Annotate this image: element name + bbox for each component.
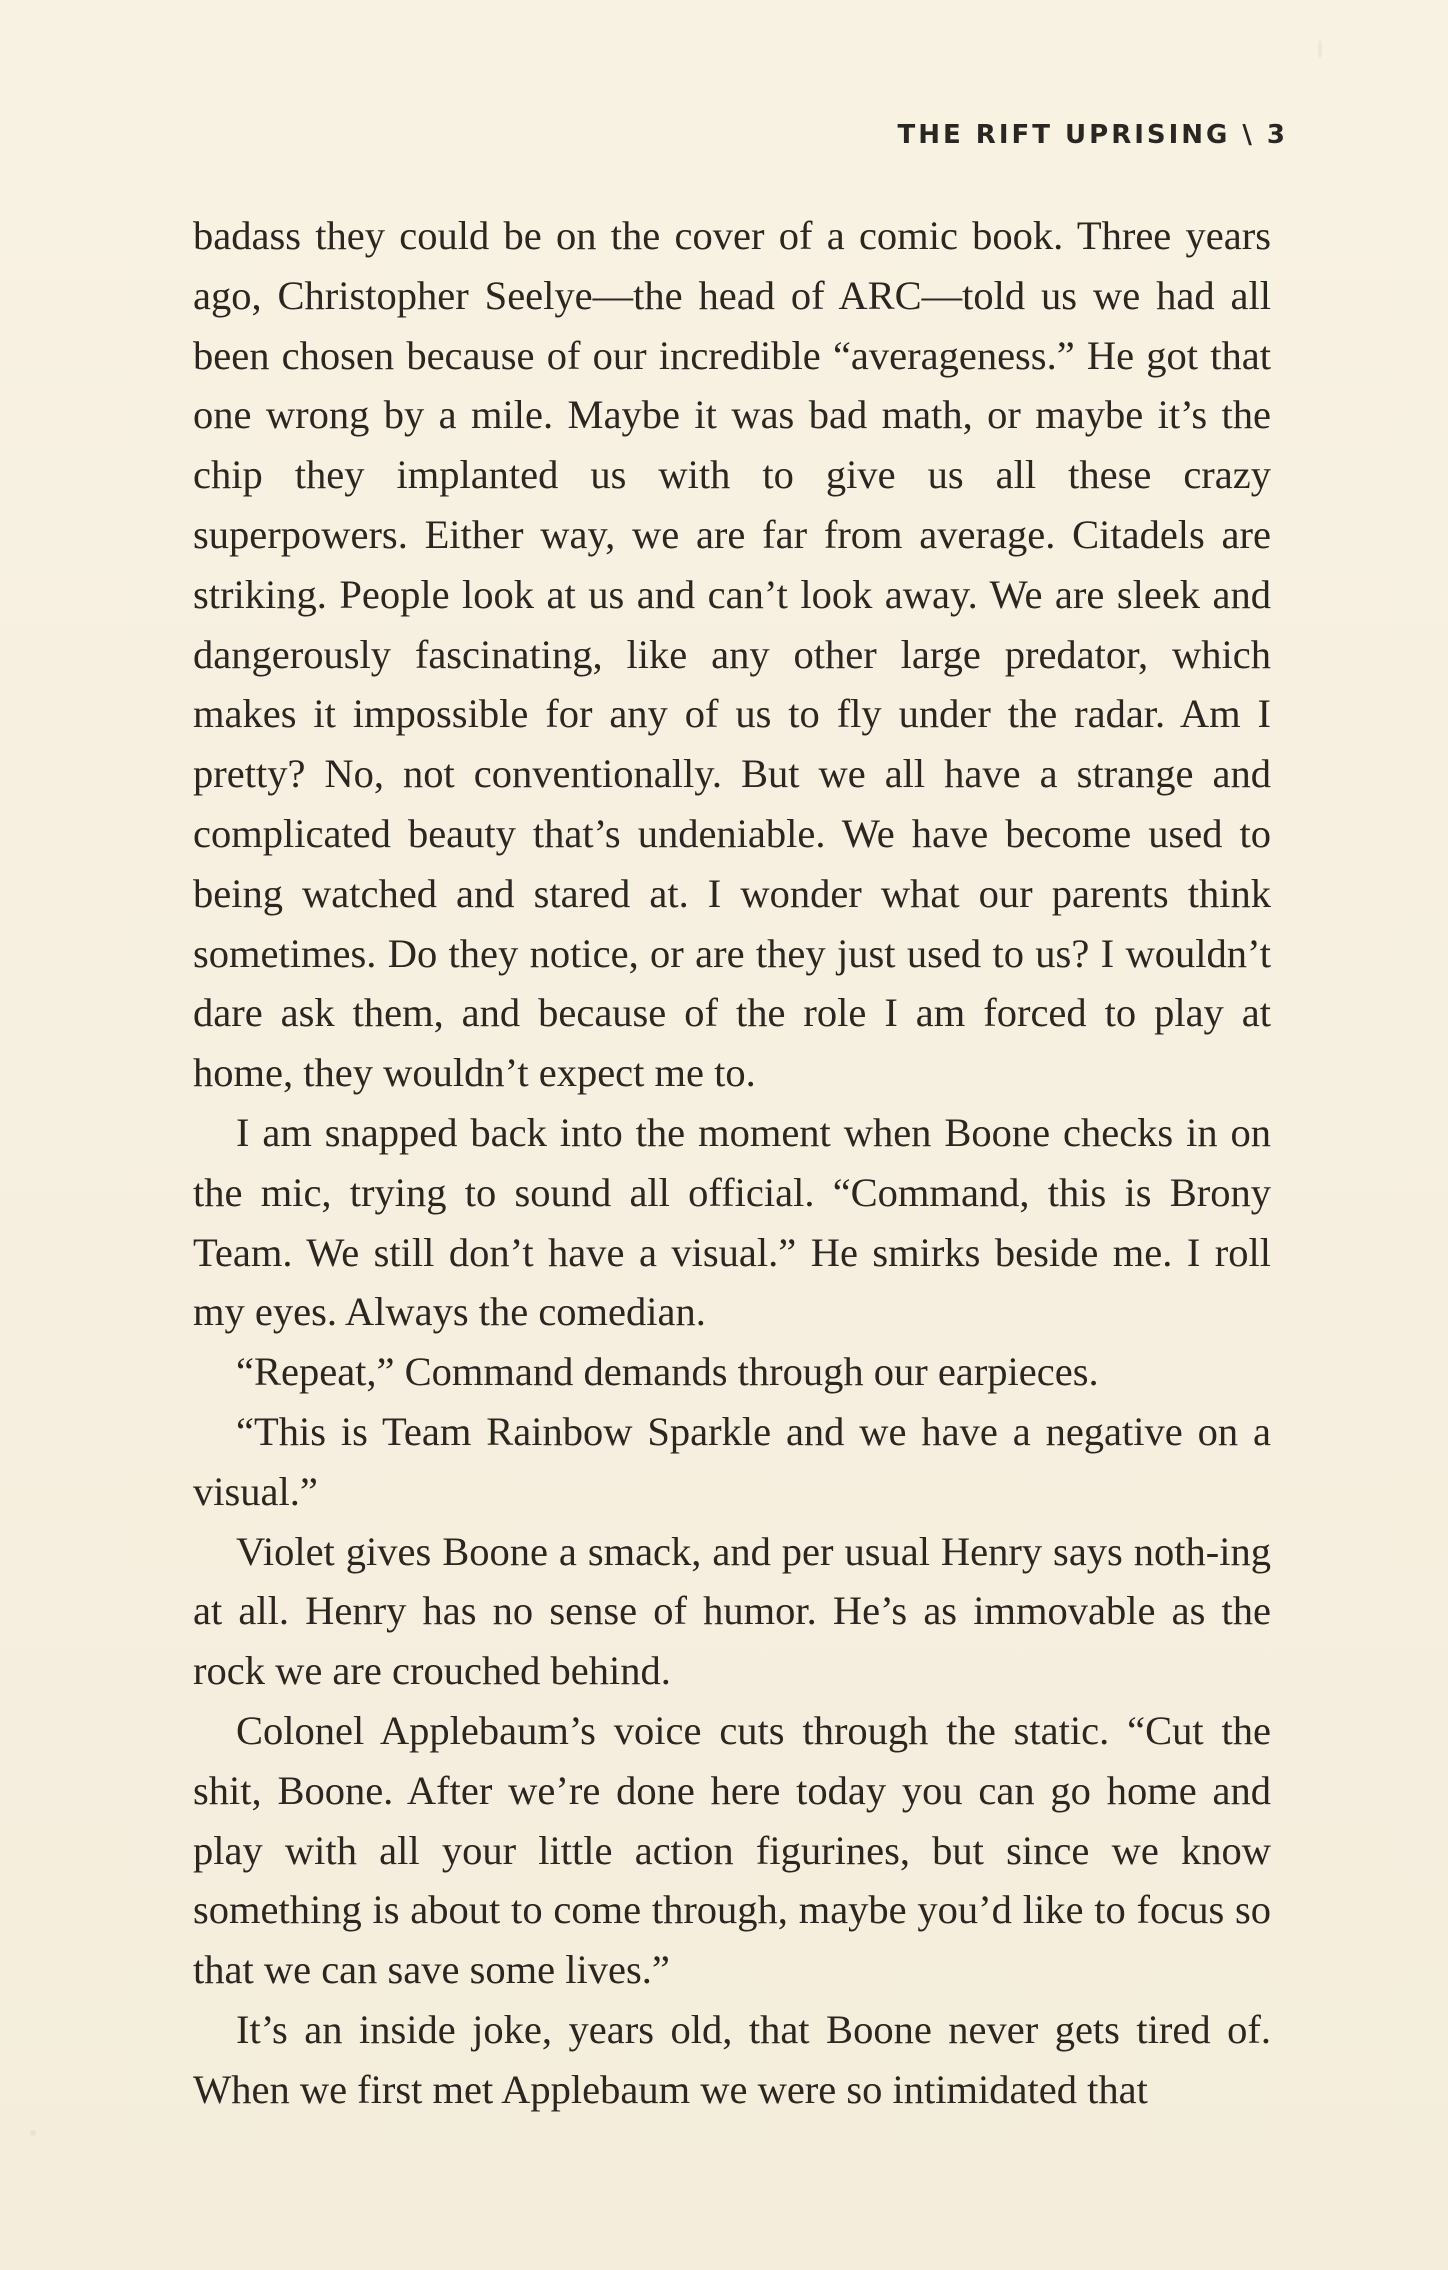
paragraph: I am snapped back into the moment when Boone checks in on the mic, trying to sound all official. “Command, this is Brony Team. We still don’t have a visual.” He smirks beside me. I roll my eyes. Always the comedian. (193, 1109, 1271, 1335)
paragraph: Colonel Applebaum’s voice cuts through the static. “Cut the shit, Boone. After we’re done here today you can go home and play with all your little action figurines, but since we know something is about to come through, maybe you’d like to focus so that we can save some lives.” (193, 1707, 1271, 1993)
header-separator: \ (1242, 120, 1255, 150)
page-number: 3 (1266, 120, 1288, 150)
paragraph-continued: badass they could be on the cover of a comic book. Three years ago, Christopher Seelye—the head of ARC—told us we had all been chosen because of our incredible “averageness.” He got that one wrong by a mile. Maybe it was bad math, or maybe it’s the chip they implanted us with to give us all these crazy superpowers. Either way, we are far from average. Citadels are striking. People look at us and can’t look away. We are sleek and dangerously fascinating, like any other large predator, which makes it impossible for any of us to fly under the radar. Am I pretty? No, not conventionally. But we all have a strange and complicated beauty that’s undeniable. We have become used to being watched and stared at. I wonder what our parents think sometimes. Do they notice, or are they just used to us? I wouldn’t dare ask them, and because of the role I am forced to play at home, they wouldn’t expect me to. (193, 213, 1271, 1096)
running-head (897, 120, 1288, 150)
paragraph: “This is Team Rainbow Sparkle and we have a negative on a visual.” (193, 1408, 1271, 1514)
paragraph: “Repeat,” Command demands through our earpieces. (236, 1349, 1099, 1395)
paragraph: Violet gives Boone a smack, and per usual Henry says noth-ing at all. Henry has no sense of humor. He’s as immovable as the rock we are crouched behind. (193, 1528, 1271, 1694)
paper-speck (1318, 40, 1322, 58)
body-text (193, 206, 1271, 2120)
book-title: THE RIFT UPRISING (897, 120, 1231, 150)
paragraph: It’s an inside joke, years old, that Boone never gets tired of. When we first met Applebaum we were so intimidated that (193, 2006, 1271, 2112)
paper-speck (30, 2130, 36, 2136)
